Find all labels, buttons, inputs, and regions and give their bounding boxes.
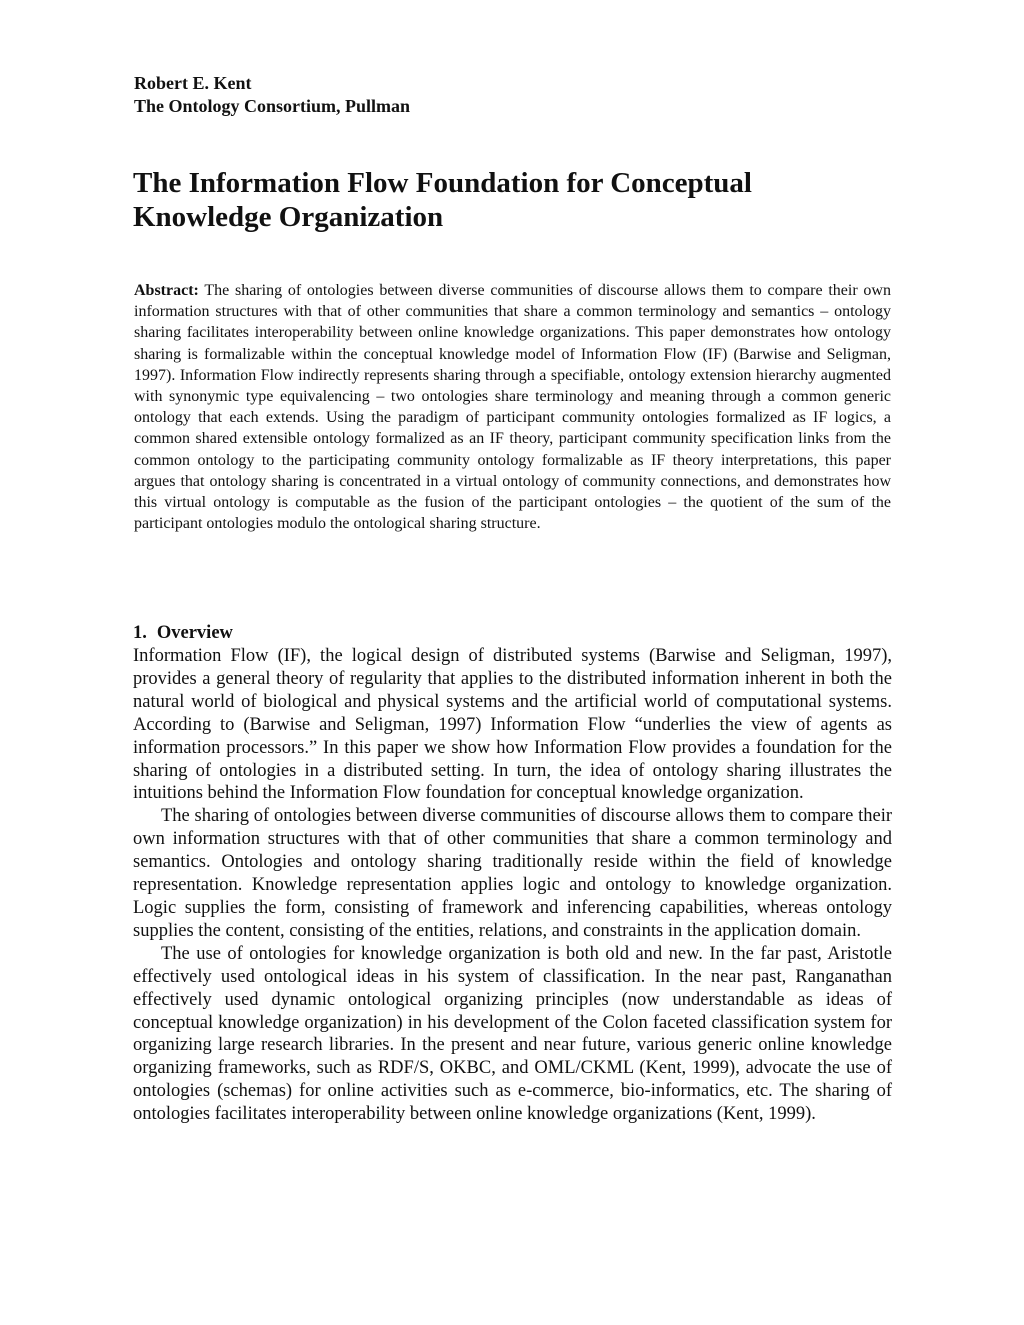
abstract-label: Abstract: xyxy=(134,282,199,299)
paper-title: The Information Flow Foundation for Conceptual Knowledge Organization xyxy=(133,167,752,233)
body-paragraph-3: The use of ontologies for knowledge organization is both old and new. In the far past, Aristotle effectively used ontological ideas in his system of classification. In the near past, Ranganathan effectively used dynamic ontological organizing principles (now understandable as ideas of conceptual knowledge organization) in his development of the Colon faceted classification system for organizing large research libraries. In the present and near future, various generic online knowledge organizing frameworks, such as RDF/S, OKBC, and OML/CKML (Kent, 1999), advocate the use of ontologies (schemas) for online activities such as e-commerce, bio-informatics, etc. The sharing of ontologies facilitates interoperability between online knowledge organizations (Kent, 1999). xyxy=(133,943,892,1125)
body-paragraph-2: The sharing of ontologies between diverse communities of discourse allows them to compare their own information structures with that of other communities that share a common terminology and semantics. Ontologies and ontology sharing traditionally reside within the field of knowledge representation. Knowledge representation applies logic and ontology to knowledge organization. Logic supplies the form, consisting of framework and inferencing capabilities, whereas ontology supplies the content, consisting of the entities, relations, and constraints in the application domain. xyxy=(133,806,892,941)
section-title: Overview xyxy=(156,623,233,643)
section-number: 1. xyxy=(133,623,147,643)
abstract xyxy=(134,280,891,534)
section-overview xyxy=(133,622,892,1126)
author-affiliation: The Ontology Consortium, Pullman xyxy=(134,96,411,116)
author-name: Robert E. Kent xyxy=(134,73,252,93)
abstract-text: The sharing of ontologies between diverse communities of discourse allows them to compare their own information structures with that of other communities that share a common terminology and semantics – ontology sharing facilitates interoperability between online knowledge organizations. This paper demonstrates how ontology sharing is formalizable within the conceptual knowledge model of Information Flow (IF) (Barwise and Seligman, 1997). Information Flow indirectly represents sharing through a specifiable, ontology extension hierarchy augmented with synonymic type equivalencing – two ontologies share terminology and meaning through a common generic ontology that each extends. Using the paradigm of participant community ontologies formalized as IF logics, a common shared extensible ontology formalized as an IF theory, participant community specification links from the common ontology to the participating community ontology formalizable as IF theory interpretations, this paper argues that ontology sharing is concentrated in a virtual ontology of community connections, and demonstrates how this virtual ontology is computable as the fusion of the participant ontologies – the quotient of the sum of the participant ontologies modulo the ontological sharing structure. xyxy=(134,282,891,533)
section-heading xyxy=(133,622,892,645)
body-paragraph-1: Information Flow (IF), the logical design of distributed systems (Barwise and Seligman, 1997), provides a general theory of regularity that applies to the distributed information inherent in both the natural world of biological and physical systems and the artificial world of computational systems. According to (Barwise and Seligman, 1997) Information Flow “underlies the view of agents as information processors.” In this paper we show how Information Flow provides a foundation for the sharing of ontologies in a distributed setting. In turn, the idea of ontology sharing illustrates the intuitions behind the Information Flow foundation for conceptual knowledge organization. xyxy=(133,646,892,804)
author-block xyxy=(134,72,894,118)
